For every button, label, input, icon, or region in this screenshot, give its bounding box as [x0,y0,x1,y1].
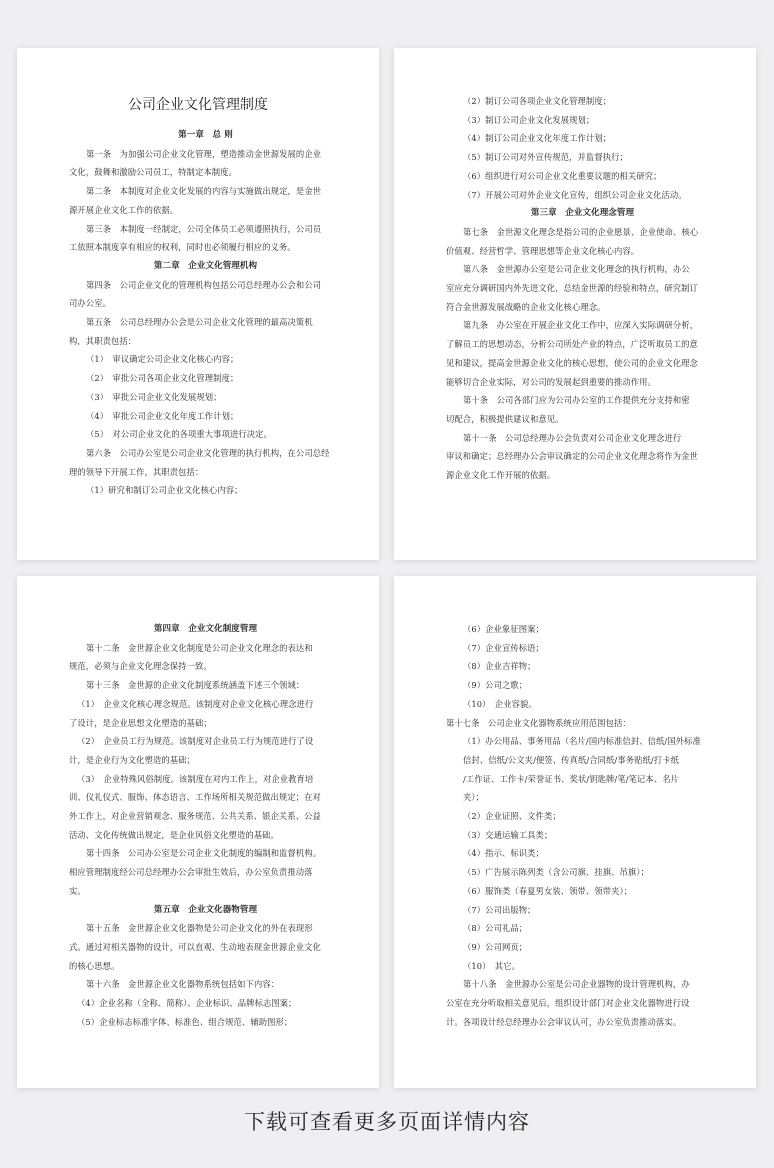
text-line: （2） 企业员工行为规范。该制度对企业员工行为规范进行了设 [77,736,314,747]
text-line: （7）企业宣传标语； [463,642,544,653]
text-line: 第十四条 公司办公室是公司企业文化制度的编制和监督机构。 [86,848,322,859]
text-line: （5）企业标志标准字体、标准色、组合规范、辅助图形； [77,1016,293,1027]
text-line: 工依照本制度享有相应的权利，同时也必须履行相应的义务。 [69,242,296,253]
text-line: 第十八条 金世源办公室是公司企业器物的设计管理机构，办 [463,979,690,990]
text-line: 符合金世源发展战略的企业文化核心理念。 [446,301,606,312]
text-line: 切配合，积极提供建议和意见。 [446,413,564,424]
text-line: （3）交通运输工具类； [463,829,553,840]
text-line: （6）组织进行对公司企业文化重要议题的相关研究； [463,170,662,181]
chapter-heading: 第三章 企业文化理念管理 [530,208,635,219]
text-line: 理的领导下开展工作，其职责包括： [69,466,204,477]
text-line: 价值观、经营哲学、管理思想等企业文化核心内容。 [446,245,640,256]
text-line: （7）开展公司对外企业文化宣传，组织公司企业文化活动。 [463,189,687,200]
text-line: 外工作上，对企业营销观念、服务规范、公共关系、银企关系、公益 [69,811,321,821]
text-line: （6）服饰类（春夏男女装、领带、领带夹）； [463,885,633,896]
text-line: 公室在充分听取相关意见后，组织设计部门对企业文化器物进行设 [446,998,690,1008]
text-line: （8）公司礼品； [463,923,528,934]
text-line: 源企业文化工作开展的依据。 [446,470,556,480]
text-line: （10） 其它。 [463,960,520,971]
text-line: 第三条 本制度一经制定，公司全体员工必须遵照执行，公司员 [86,223,322,234]
document-page-2 [394,48,756,560]
text-line: 了解员工的思想动态，分析公司所处产业的特点，广泛听取员工的意 [446,339,698,350]
download-prompt-text[interactable]: 下载可查看更多页面详情内容 [244,1110,530,1134]
text-line: （4）制订公司企业文化年度工作计划； [463,133,612,144]
text-line: 信封、信纸/公文夹/便签、传真纸/合同纸/事务贴纸/打卡纸 [463,754,680,765]
text-line: /工作证、工作卡/荣誉证书、奖状/钥匙牌/笔/笔记本、名片 [463,773,680,784]
text-line: 活动、文化传统做出规定，是企业风俗文化塑造的基础。 [69,829,279,840]
text-line: （3） 企业特殊风俗制度。该制度在对内工作上，对企业教育培 [77,773,314,784]
document-page-3 [17,576,379,1088]
text-line: （2）制订公司各项企业文化管理制度； [463,96,612,106]
text-line: （1） 企业文化核心理念规范。该制度对企业文化核心理念进行 [77,698,314,709]
text-line: 第六条 公司办公室是公司企业文化管理的执行机构，在公司总经 [86,447,330,458]
text-line: 室应充分调研国内外先进文化，总结金世源的经验和特点，研究制订 [446,283,698,293]
text-line: 规范，必须与企业文化理念保持一致。 [69,661,212,672]
text-line: 相应管理制度经公司总经理办公会审批生效后，办公室负责推动落 [69,867,313,878]
text-line: （5） 对公司企业文化的各项重大事项进行决定。 [86,429,272,440]
text-line: （5）制订公司对外宣传规范，并监督执行； [463,152,628,163]
text-line: 第十三条 金世源的企业文化制度系统涵盖下述三个领域： [86,680,305,691]
text-line: 第九条 办公室在开展企业文化工作中，应深入实际调研分析， [463,320,699,331]
text-line: 能够切合企业实际，对公司的发展起到重要的推动作用。 [446,376,656,387]
document-page-1 [17,48,379,560]
text-line: （1）研究和制订公司企业文化核心内容； [86,485,243,496]
text-line: 见和建议，提高金世源企业文化的核心思想，使公司的企业文化理念 [446,357,698,368]
text-line: 计。各项设计经总经理办公会审议认可，办公室负责推动落实。 [446,1016,682,1027]
chapter-heading: 第二章 企业文化管理机构 [153,260,258,271]
text-line: （7）公司出版物； [463,904,536,915]
text-line: 第十二条 金世源企业文化制度是公司企业文化理念的表达和 [86,642,313,653]
document-title: 公司企业文化管理制度 [128,97,268,113]
chapter-heading: 第一章 总 则 [178,130,233,140]
text-line: （4） 审批公司企业文化年度工作计划； [86,410,239,421]
text-line: 第七条 金世源文化理念是指公司的企业愿景、企业使命、核心 [463,226,699,237]
chapter-heading: 第五章 企业文化器物管理 [153,904,258,915]
text-line: （1）办公用品、事务用品（名片/国内标准信封、信纸/国外标准 [463,736,701,747]
text-line: 第五条 公司总经理办公会是公司企业文化管理的最高决策机 [86,317,313,327]
text-line: （4）指示、标识类； [463,848,544,859]
text-line: 计，是企业行为文化塑造的基础； [69,754,195,765]
text-line: （3）制订公司企业文化发展规划； [463,114,595,125]
text-line: （9）公司之歌； [463,680,528,691]
text-line: 夹）； [463,792,485,803]
text-line: 第十六条 金世源企业文化器物系统包括如下内容： [86,979,280,990]
text-line: 第十五条 金世源企业文化器物是公司企业文化的外在表现形 [86,923,313,934]
text-line: （5）广告展示陈列类（含公司旗、挂旗、吊旗）； [463,867,649,878]
text-line: （8）企业吉祥物； [463,661,536,672]
text-line: 第十七条 公司企业文化器物系统应用范围包括： [446,717,631,728]
text-line: 了设计，是企业思想文化塑造的基础； [69,717,212,728]
text-line: （2） 审批公司各项企业文化管理制度； [86,373,239,384]
text-line: 训、仪礼仪式、服饰、体态语言、工作场所相关规范做出规定；在对 [69,792,321,803]
chapter-heading: 第四章 企业文化制度管理 [153,624,258,634]
text-line: （3） 审批公司企业文化发展规划； [86,391,222,402]
text-line: 第一条 为加强公司企业文化管理，塑造推动金世源发展的企业 [86,148,322,159]
text-line: （4）企业名称（全称、简称）、企业标识、品牌标志图案； [77,998,297,1008]
text-line: （1） 审议确定公司企业文化核心内容； [86,354,239,365]
document-page-4 [394,576,756,1088]
text-line: 第十条 公司各部门应为公司办公室的工作提供充分支持和密 [463,395,690,406]
text-line: 文化，鼓舞和激励公司员工，特制定本制度。 [69,167,237,178]
text-line: 审议和确定；总经理办公会审议确定的公司企业文化理念将作为金世 [446,451,698,462]
text-line: 第十一条 公司总经理办公会负责对公司企业文化理念进行 [463,432,682,443]
text-line: 式。通过对相关器物的设计，可以直观、生动地表现金世源企业文化 [69,941,321,952]
text-line: （2）企业证照、文件类； [463,811,561,821]
text-line: 源开展企业文化工作的依据。 [69,204,179,215]
text-line: 的核心思想。 [69,960,120,971]
text-line: 构，其职责包括： [69,335,137,346]
text-line: 第二条 本制度对企业文化发展的内容与实施做出规定，是金世 [86,186,322,197]
text-line: 司办公室。 [69,298,111,309]
text-line: （10） 企业容貌。 [463,698,537,709]
text-line: 第八条 金世源办公室是公司企业文化理念的执行机构，办公 [463,264,690,275]
text-line: 实。 [69,885,86,896]
text-line: （9）公司网页； [463,941,528,952]
text-line: （6）企业象征图案； [463,624,544,634]
text-line: 第四条 公司企业文化的管理机构包括公司总经理办公会和公司 [86,279,322,290]
